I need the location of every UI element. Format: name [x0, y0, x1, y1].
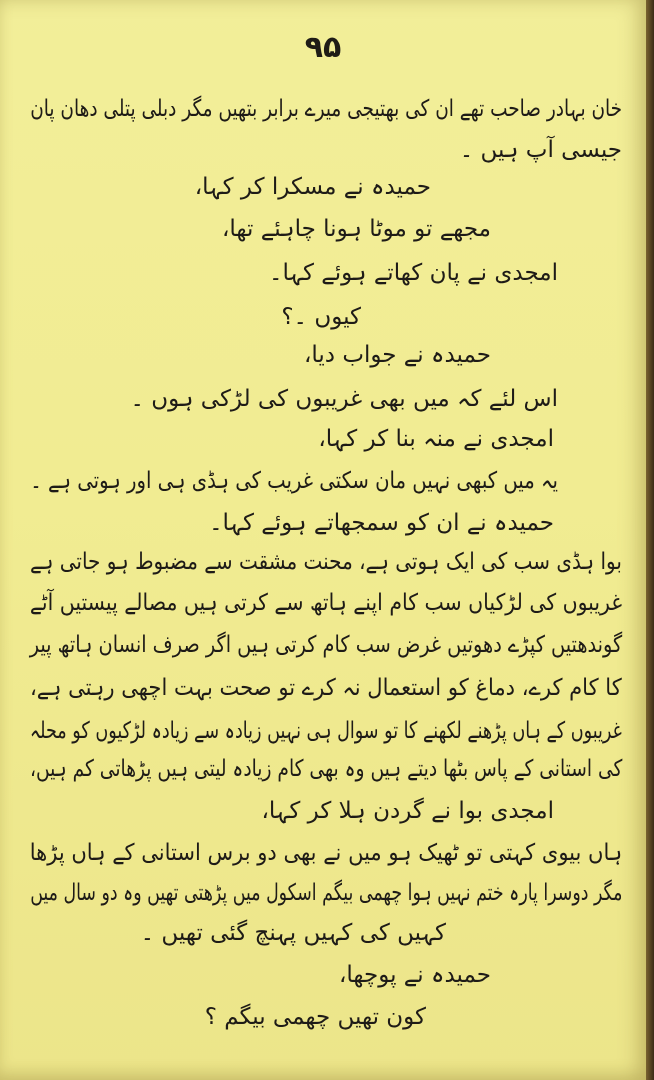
text-line: امجدی نے پان کھاتے ہوئے کہا۔: [269, 260, 558, 286]
text-line: حمیدہ نے ان کو سمجھاتے ہوئے کہا۔: [209, 510, 554, 536]
page-binding-edge: [646, 0, 654, 1080]
text-line: مجھے تو موٹا ہونا چاہئے تھا،: [221, 216, 491, 242]
text-line: گوندھتیں کپڑے دھوتیں غرض سب کام کرتی ہیں اگر صرف انسان ہاتھ پیر: [29, 632, 622, 658]
text-line: کیوں ۔؟: [281, 304, 361, 330]
text-line: غریبوں کی لڑکیاں سب کام اپنے ہاتھ سے کرتی ہیں مصالے پیستیں آٹے: [29, 590, 622, 616]
text-line: یہ میں کبھی نہیں مان سکتی غریب کی ہڈی ہی اور ہوتی ہے ۔: [30, 468, 558, 494]
text-line: کہیں کی کہیں پہنچ گئی تھیں ۔: [140, 920, 446, 946]
text-line: کون تھیں چھمی بیگم ؟: [204, 1004, 426, 1030]
text-line: حمیدہ نے مسکرا کر کہا،: [194, 174, 431, 200]
text-line: امجدی نے منہ بنا کر کہا،: [318, 426, 554, 452]
text-line: حمیدہ نے پوچھا،: [338, 962, 491, 988]
text-line: خان بہادر صاحب تھے ان کی بھتیجی میرے برابر بتھیں مگر دبلی پتلی دھان پان: [30, 96, 622, 122]
text-line: جیسی آپ ہیں ۔: [459, 137, 622, 163]
text-line: غریبوں کے ہاں پڑھنے لکھنے کا تو سوال ہی نہیں زیادہ سے زیادہ لڑکیوں کو محلہ: [30, 718, 622, 744]
text-line: ہاں بیوی کہتی تو ٹھیک ہو میں نے بھی دو برس استانی کے ہاں پڑھا: [29, 840, 622, 866]
text-line: اس لئے کہ میں بھی غریبوں کی لڑکی ہوں ۔: [130, 386, 558, 412]
text-line: حمیدہ نے جواب دیا،: [303, 342, 491, 368]
text-line: کا کام کرے، دماغ کو استعمال نہ کرے تو صحت بہت اچھی رہتی ہے،: [30, 675, 622, 701]
text-line: کی استانی کے پاس بٹھا دیتے ہیں وہ بھی کام زیادہ لیتی ہیں پڑھاتی کم ہیں،: [29, 756, 622, 782]
page-number: ۹۵: [304, 30, 342, 65]
text-line: بوا ہڈی سب کی ایک ہوتی ہے، محنت مشقت سے مضبوط ہو جاتی ہے: [30, 549, 622, 575]
text-line: امجدی بوا نے گردن ہلا کر کہا،: [261, 798, 554, 824]
text-line: مگر دوسرا پارہ ختم نہیں ہوا چھمی بیگم اسکول میں پڑھتی تھیں وہ دو سال میں: [29, 880, 622, 906]
